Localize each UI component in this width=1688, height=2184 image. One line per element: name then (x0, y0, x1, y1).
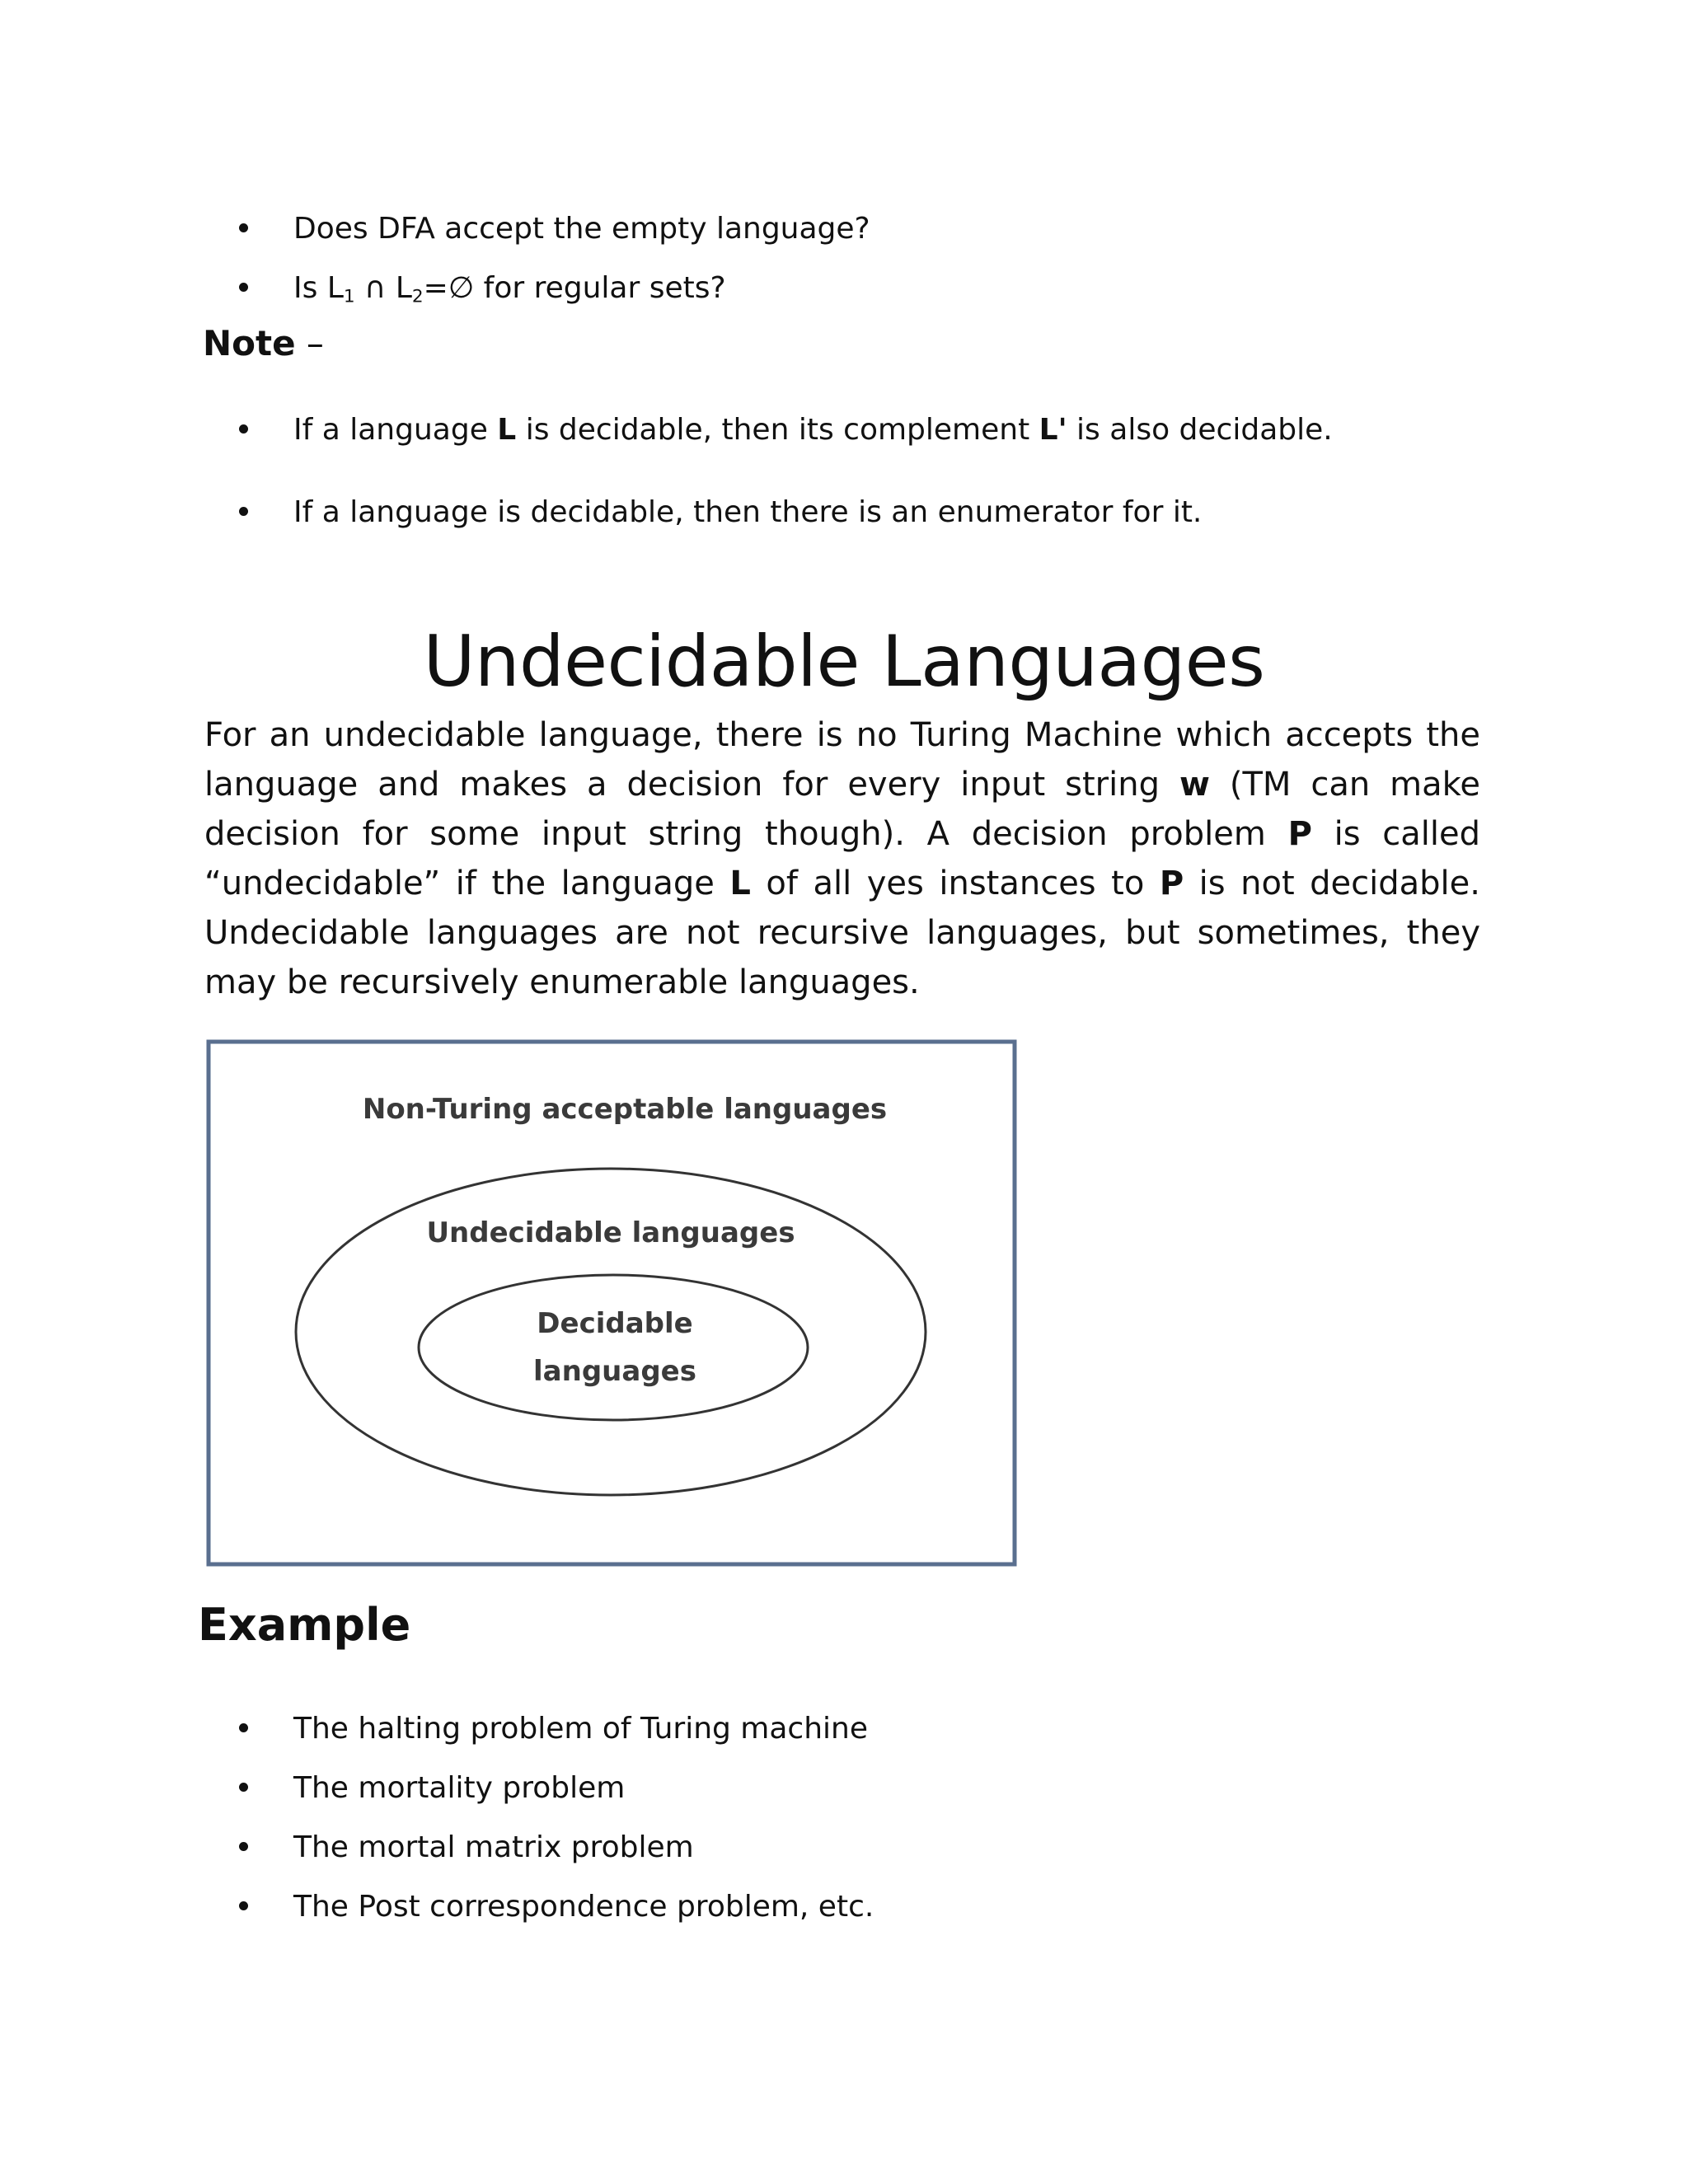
bullet-icon (239, 1723, 248, 1732)
section-title: Undecidable Languages (423, 621, 1265, 703)
body-paragraph: For an undecidable language, there is no Turing Machine which accepts the language and makes a decision for every input string w (TM can make decision for some input string though). A decision problem P is called “undecidable” if the language L of all yes instances to P is not decidable. Undecidable languages are not recursive languages, but sometimes, they may be recursively enumerable languages. (204, 716, 1481, 1001)
bullet-icon (239, 424, 248, 434)
bullet-icon (239, 1783, 248, 1792)
bullet-icon (239, 1901, 248, 1910)
inner-region-label-line1: Decidable (537, 1307, 693, 1340)
inner-region-label-line2: languages (533, 1355, 696, 1388)
outer-region-label: Non-Turing acceptable languages (362, 1093, 888, 1126)
middle-region-label: Undecidable languages (426, 1216, 795, 1249)
bullet-icon (239, 283, 248, 292)
bullet-icon (239, 507, 248, 516)
bullet-icon (239, 223, 248, 232)
example-heading: Example (198, 1599, 411, 1651)
language-hierarchy-diagram (203, 1036, 1020, 1570)
note-label: Note – (203, 323, 324, 363)
bullet-icon (239, 1842, 248, 1851)
